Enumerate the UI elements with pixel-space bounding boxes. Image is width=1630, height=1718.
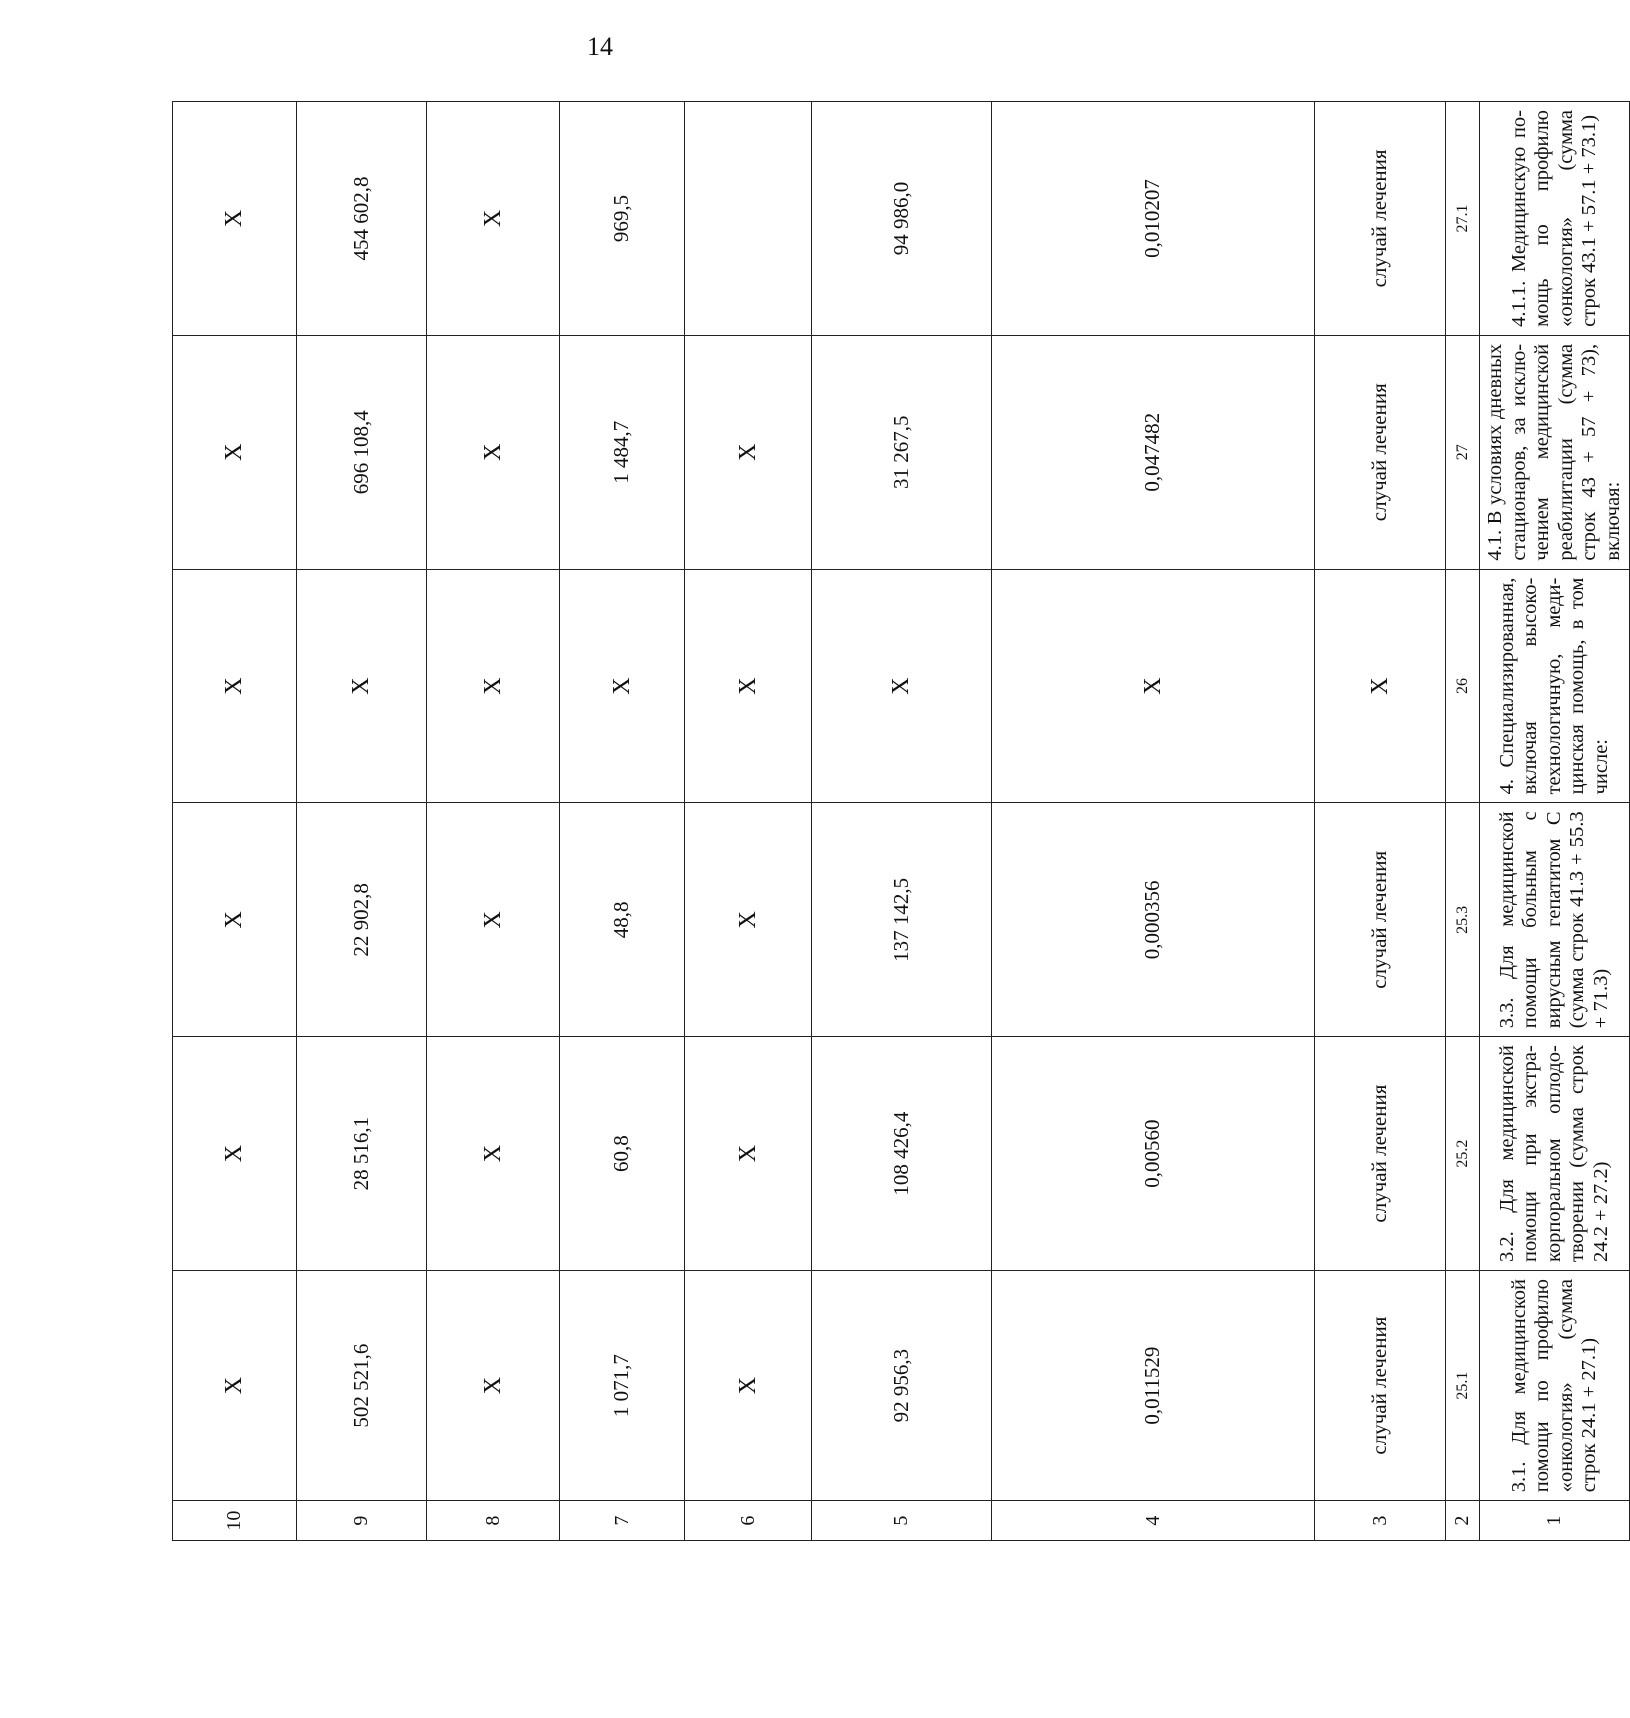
table-cell: X [812, 569, 992, 803]
column-number: 10 [173, 1501, 297, 1541]
table-cell: X [560, 569, 685, 803]
table-column-row [1480, 102, 1630, 1541]
table-cell: 26 [1446, 569, 1480, 803]
column-number: 1 [1480, 1501, 1630, 1541]
table-column-row [1446, 102, 1480, 1541]
table-cell: X [173, 1037, 297, 1271]
table-cell: 25.3 [1446, 803, 1480, 1037]
column-number: 6 [685, 1501, 812, 1541]
row-description: 3.3. Для медицинской помощи больным с вирусным гепатитом С (сумма строк 41.3 + 55.3 + 71.3) [1480, 803, 1630, 1037]
table-cell: 25.2 [1446, 1037, 1480, 1271]
rotated-table-container [172, 101, 1624, 1541]
table-cell: случай лечения [1315, 335, 1446, 569]
row-description: 4. Специализированная, включая высокотехнологичную, медицинская помощь, в том числе: [1480, 569, 1630, 803]
table-cell: 1 484,7 [560, 335, 685, 569]
table-cell: X [685, 1037, 812, 1271]
table-cell: X [173, 335, 297, 569]
table-cell: 969,5 [560, 102, 685, 336]
row-description: 4.1. В условиях дневных стационаров, за исключением медицинской реабилитации (сумма строк 43 + 57 + 73), включая: [1480, 335, 1630, 569]
table-cell: 0,00560 [992, 1037, 1315, 1271]
table-cell: 0,011529 [992, 1270, 1315, 1500]
table-cell: X [173, 1270, 297, 1500]
table-cell: X [685, 569, 812, 803]
table-cell: 696 108,4 [297, 335, 427, 569]
table-cell [685, 102, 812, 336]
data-table [172, 101, 1630, 1541]
table-cell: случай лечения [1315, 102, 1446, 336]
table-cell: X [173, 569, 297, 803]
table-column-row [173, 102, 297, 1541]
column-number: 7 [560, 1501, 685, 1541]
table-cell: 0,000356 [992, 803, 1315, 1037]
table-cell: X [427, 102, 560, 336]
column-number: 3 [1315, 1501, 1446, 1541]
table-cell: X [992, 569, 1315, 803]
row-description: 3.2. Для медицинской помощи при экстракорпоральном оплодотворении (сумма строк 24.2 + 27.2) [1480, 1037, 1630, 1271]
table-cell: 48,8 [560, 803, 685, 1037]
table-column-row [685, 102, 812, 1541]
column-number: 8 [427, 1501, 560, 1541]
page-number: 14 [587, 32, 613, 61]
table-cell: 0,047482 [992, 335, 1315, 569]
column-number: 9 [297, 1501, 427, 1541]
table-cell: 1 071,7 [560, 1270, 685, 1500]
table-cell: X [685, 1270, 812, 1500]
table-cell: X [173, 803, 297, 1037]
table-cell: X [173, 102, 297, 336]
table-cell: 28 516,1 [297, 1037, 427, 1271]
table-column-row [812, 102, 992, 1541]
table-cell: X [1315, 569, 1446, 803]
table-cell: 22 902,8 [297, 803, 427, 1037]
table-column-row [992, 102, 1315, 1541]
column-number: 4 [992, 1501, 1315, 1541]
table-cell: 0,010207 [992, 102, 1315, 336]
table-cell: случай лечения [1315, 1270, 1446, 1500]
table-cell: 60,8 [560, 1037, 685, 1271]
table-cell: X [427, 569, 560, 803]
table-cell: 92 956,3 [812, 1270, 992, 1500]
table-column-row [1315, 102, 1446, 1541]
table-column-row [297, 102, 427, 1541]
table-column-row [427, 102, 560, 1541]
table-cell: случай лечения [1315, 1037, 1446, 1271]
table-cell: X [297, 569, 427, 803]
table-column-row [560, 102, 685, 1541]
table-cell: X [427, 1037, 560, 1271]
table-cell: случай лечения [1315, 803, 1446, 1037]
table-cell: X [427, 335, 560, 569]
table-cell: X [685, 803, 812, 1037]
table-cell: 454 602,8 [297, 102, 427, 336]
column-number: 5 [812, 1501, 992, 1541]
column-number: 2 [1446, 1501, 1480, 1541]
row-description: 3.1. Для медицинской помощи по профилю «онкология» (сумма строк 24.1 + 27.1) [1480, 1270, 1630, 1500]
table-cell: 502 521,6 [297, 1270, 427, 1500]
table-cell: 108 426,4 [812, 1037, 992, 1271]
table-cell: 27 [1446, 335, 1480, 569]
table-cell: 94 986,0 [812, 102, 992, 336]
table-cell: 31 267,5 [812, 335, 992, 569]
table-cell: X [427, 803, 560, 1037]
table-cell: X [427, 1270, 560, 1500]
row-description: 4.1.1. Медицинскую помощь по профилю «онкология» (сумма строк 43.1 + 57.1 + 73.1) [1480, 102, 1630, 336]
table-cell: X [685, 335, 812, 569]
table-cell: 27.1 [1446, 102, 1480, 336]
table-cell: 25.1 [1446, 1270, 1480, 1500]
table-cell: 137 142,5 [812, 803, 992, 1037]
